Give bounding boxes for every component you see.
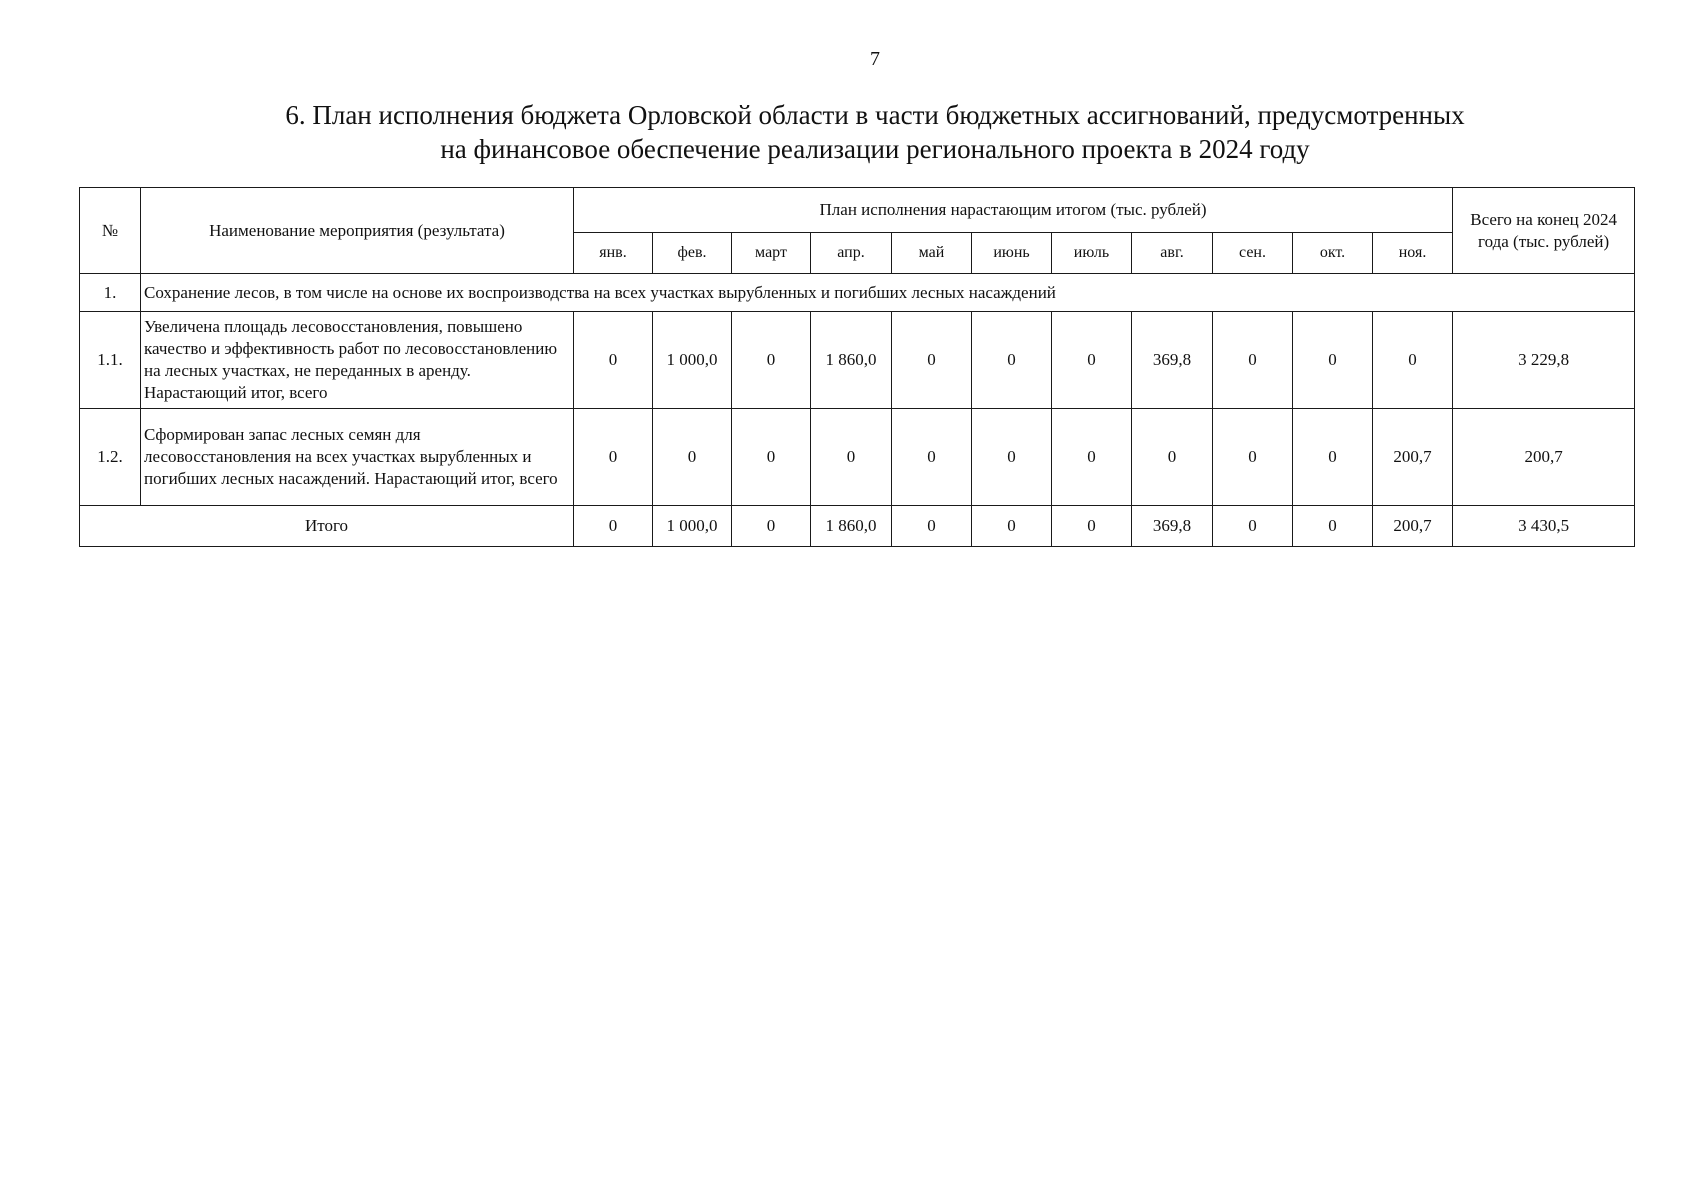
row-value: 0: [1213, 409, 1293, 506]
header-row-1: [80, 188, 1635, 233]
totals-label: Итого: [80, 506, 574, 547]
row-value: 0: [1213, 312, 1293, 409]
table-row: [80, 312, 1635, 409]
header-month: май: [892, 233, 972, 274]
row-value: 0: [972, 312, 1052, 409]
row-value: 0: [574, 409, 653, 506]
row-value: 0: [811, 409, 892, 506]
row-value: 369,8: [1132, 312, 1213, 409]
row-num: 1.2.: [80, 409, 141, 506]
header-month: авг.: [1132, 233, 1213, 274]
header-month: июнь: [972, 233, 1052, 274]
totals-value: 1 860,0: [811, 506, 892, 547]
row-value: 0: [732, 312, 811, 409]
row-value: 0: [892, 409, 972, 506]
totals-value: 369,8: [1132, 506, 1213, 547]
row-name: [141, 312, 574, 409]
header-name: Наименование мероприятия (результата): [141, 188, 574, 274]
totals-total: 3 430,5: [1453, 506, 1635, 547]
totals-value: 0: [1293, 506, 1373, 547]
table-row: [80, 409, 1635, 506]
header-month: окт.: [1293, 233, 1373, 274]
totals-row: [80, 506, 1635, 547]
row-name-text: Увеличена площадь лесовосстановления, повышено качество и эффективность работ по лесовосстановлению на лесных участках, не переданных в аренду. Нарастающий итог, всего: [144, 317, 558, 402]
row-value: 0: [1052, 409, 1132, 506]
title-line-2: на финансовое обеспечение реализации регионального проекта в 2024 году: [440, 134, 1310, 164]
section-name: Сохранение лесов, в том числе на основе их воспроизводства на всех участках вырубленных и погибших лесных насаждений: [141, 274, 1635, 312]
row-value: 0: [1293, 409, 1373, 506]
section-row: [80, 274, 1635, 312]
row-name: [141, 409, 574, 506]
totals-value: 0: [732, 506, 811, 547]
totals-value: 0: [574, 506, 653, 547]
header-month: март: [732, 233, 811, 274]
page-number: 7: [870, 48, 880, 70]
row-total: 200,7: [1453, 409, 1635, 506]
header-month: янв.: [574, 233, 653, 274]
header-month: фев.: [653, 233, 732, 274]
row-total: 3 229,8: [1453, 312, 1635, 409]
totals-value: 1 000,0: [653, 506, 732, 547]
row-name-text: Сформирован запас лесных семян для лесовосстановления на всех участках вырубленных и погибших лесных насаждений. Нарастающий итог, всего: [144, 425, 558, 488]
row-value: 1 860,0: [811, 312, 892, 409]
totals-value: 0: [892, 506, 972, 547]
row-value: 0: [1132, 409, 1213, 506]
row-value: 0: [972, 409, 1052, 506]
row-value: 0: [1373, 312, 1453, 409]
header-month: апр.: [811, 233, 892, 274]
totals-value: 0: [1052, 506, 1132, 547]
header-total: Всего на конец 2024 года (тыс. рублей): [1453, 188, 1635, 274]
row-num: 1.1.: [80, 312, 141, 409]
row-value: 0: [653, 409, 732, 506]
row-value: 0: [732, 409, 811, 506]
header-plan: План исполнения нарастающим итогом (тыс. рублей): [574, 188, 1453, 233]
section-num: 1.: [80, 274, 141, 312]
totals-value: 0: [1213, 506, 1293, 547]
row-value: 0: [1293, 312, 1373, 409]
row-value: 200,7: [1373, 409, 1453, 506]
header-month: июль: [1052, 233, 1132, 274]
document-title: [160, 98, 1590, 166]
header-num: №: [80, 188, 141, 274]
header-month: ноя.: [1373, 233, 1453, 274]
totals-value: 200,7: [1373, 506, 1453, 547]
header-month: сен.: [1213, 233, 1293, 274]
row-value: 0: [574, 312, 653, 409]
row-value: 1 000,0: [653, 312, 732, 409]
row-value: 0: [892, 312, 972, 409]
row-value: 0: [1052, 312, 1132, 409]
title-line-1: 6. План исполнения бюджета Орловской области в части бюджетных ассигнований, предусмотренных: [285, 100, 1465, 130]
budget-plan-table: [79, 187, 1635, 547]
totals-value: 0: [972, 506, 1052, 547]
